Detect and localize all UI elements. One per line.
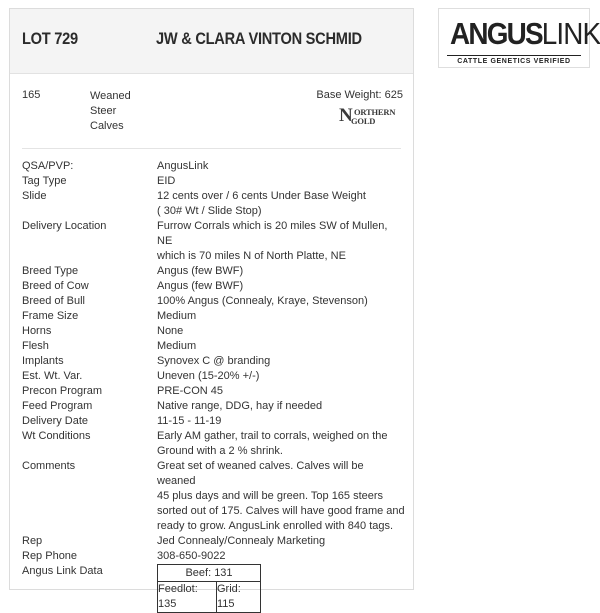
detail-label: Horns (22, 325, 52, 337)
detail-value-line: Angus (few BWF) (157, 280, 244, 292)
angus-link-data-table (157, 564, 261, 613)
beef-score: Beef: 131 (158, 565, 261, 582)
detail-value (157, 429, 405, 459)
lot-card (9, 8, 414, 610)
detail-row (10, 174, 413, 189)
detail-label: QSA/PVP: (22, 160, 74, 172)
detail-value-line: Uneven (15-20% +/-) (157, 370, 260, 382)
detail-row (10, 339, 413, 354)
detail-label: Breed Type (22, 265, 79, 277)
logo-tagline: CATTLE GENETICS VERIFIED (447, 55, 581, 65)
detail-value (157, 369, 405, 384)
logo-letter: N (339, 105, 353, 126)
detail-label: Est. Wt. Var. (22, 370, 83, 382)
detail-label: Implants (22, 355, 64, 367)
detail-value (157, 354, 405, 369)
detail-value (157, 549, 405, 564)
detail-value (157, 174, 405, 189)
detail-label: Delivery Date (22, 415, 89, 427)
detail-value (157, 159, 405, 174)
detail-value-line: Medium (157, 340, 197, 352)
detail-row (10, 459, 413, 534)
description-line: Weaned (90, 90, 131, 102)
detail-value (157, 219, 405, 264)
detail-value (157, 324, 405, 339)
anguslink-logo (438, 8, 600, 68)
detail-row (10, 189, 413, 219)
detail-value (157, 339, 405, 354)
lot-details (10, 159, 413, 613)
seller-name: JW & CLARA VINTON SCHMID (156, 29, 362, 48)
detail-value-line: 100% Angus (Connealy, Kraye, Stevenson) (157, 295, 368, 307)
logo-text-bottom: GOLD (351, 116, 376, 126)
detail-value-line: which is 70 miles N of North Platte, NE (157, 250, 346, 262)
detail-label: Delivery Location (22, 220, 107, 232)
description-line: Steer (90, 105, 117, 117)
detail-label: Angus Link Data (22, 565, 103, 577)
detail-row (10, 354, 413, 369)
detail-value-line: 45 plus days and will be green. Top 165 steers (157, 490, 384, 502)
northern-gold-logo (337, 106, 403, 130)
logo-text-top: ORTHERN (354, 107, 396, 117)
detail-value (157, 414, 405, 429)
lot-number: LOT 729 (22, 29, 78, 48)
feedlot-score: Feedlot: 135 (158, 582, 217, 613)
detail-value-line: ( 30# Wt / Slide Stop) (157, 205, 262, 217)
detail-label: Flesh (22, 340, 49, 352)
detail-value-line: PRE-CON 45 (157, 385, 224, 397)
detail-label: Tag Type (22, 175, 67, 187)
detail-value (157, 309, 405, 324)
detail-value-line: AngusLink (157, 160, 209, 172)
detail-value (157, 189, 405, 219)
detail-value-line: EID (157, 175, 176, 187)
detail-value-line: Great set of weaned calves. Calves will be weaned (157, 460, 364, 487)
detail-value-line: None (157, 325, 184, 337)
detail-label: Frame Size (22, 310, 79, 322)
detail-value-line: Early AM gather, trail to corrals, weighed on the (157, 430, 388, 442)
detail-value (157, 264, 405, 279)
detail-value (157, 384, 405, 399)
detail-value (157, 399, 405, 414)
detail-label: Slide (22, 190, 47, 202)
base-weight: Base Weight: 625 (316, 89, 403, 101)
lot-header (10, 9, 413, 74)
detail-label: Precon Program (22, 385, 103, 397)
detail-label: Breed of Bull (22, 295, 85, 307)
detail-row (10, 369, 413, 384)
logo-light-text: LINK (541, 16, 600, 51)
detail-row (10, 399, 413, 414)
grid-score: Grid: 115 (217, 582, 261, 613)
detail-row (10, 309, 413, 324)
detail-label: Rep Phone (22, 550, 78, 562)
detail-value (157, 459, 405, 534)
detail-label: Breed of Cow (22, 280, 89, 292)
detail-value (157, 294, 405, 309)
cattle-description (90, 89, 131, 134)
detail-row (10, 384, 413, 399)
detail-value (157, 534, 405, 549)
detail-value-line: 12 cents over / 6 cents Under Base Weight (157, 190, 366, 202)
detail-label: Wt Conditions (22, 430, 91, 442)
detail-value-line: ready to grow. AngusLink enrolled with 840 tags. (157, 520, 394, 532)
detail-row (10, 159, 413, 174)
detail-value-line: Native range, DDG, hay if needed (157, 400, 323, 412)
detail-value (157, 279, 405, 294)
detail-row (10, 264, 413, 279)
detail-row (10, 429, 413, 459)
detail-value-line: Medium (157, 310, 197, 322)
detail-value-line: Angus (few BWF) (157, 265, 244, 277)
description-line: Calves (90, 120, 124, 132)
detail-value-line: Synovex C @ branding (157, 355, 271, 367)
detail-row (10, 279, 413, 294)
detail-value-line: 308-650-9022 (157, 550, 226, 562)
detail-value-line: Furrow Corrals which is 20 miles SW of Mullen, NE (157, 220, 388, 247)
section-divider (22, 148, 401, 149)
detail-value-line: Ground with a 2 % shrink. (157, 445, 283, 457)
detail-value-line: 11-15 - 11-19 (157, 415, 222, 427)
detail-row (10, 219, 413, 264)
detail-value-line: Jed Connealy/Connealy Marketing (157, 535, 326, 547)
detail-label: Feed Program (22, 400, 93, 412)
detail-value-line: sorted out of 175. Calves will have good frame and (157, 505, 405, 517)
head-count: 165 (22, 89, 41, 101)
lot-summary (10, 73, 413, 147)
detail-row (10, 324, 413, 339)
detail-row (10, 294, 413, 309)
detail-label: Comments (22, 460, 76, 472)
detail-row (10, 534, 413, 549)
detail-label: Rep (22, 535, 43, 547)
detail-row (10, 549, 413, 564)
logo-bold-text: ANGUS (450, 16, 542, 51)
angus-link-data-row (10, 564, 413, 613)
detail-row (10, 414, 413, 429)
